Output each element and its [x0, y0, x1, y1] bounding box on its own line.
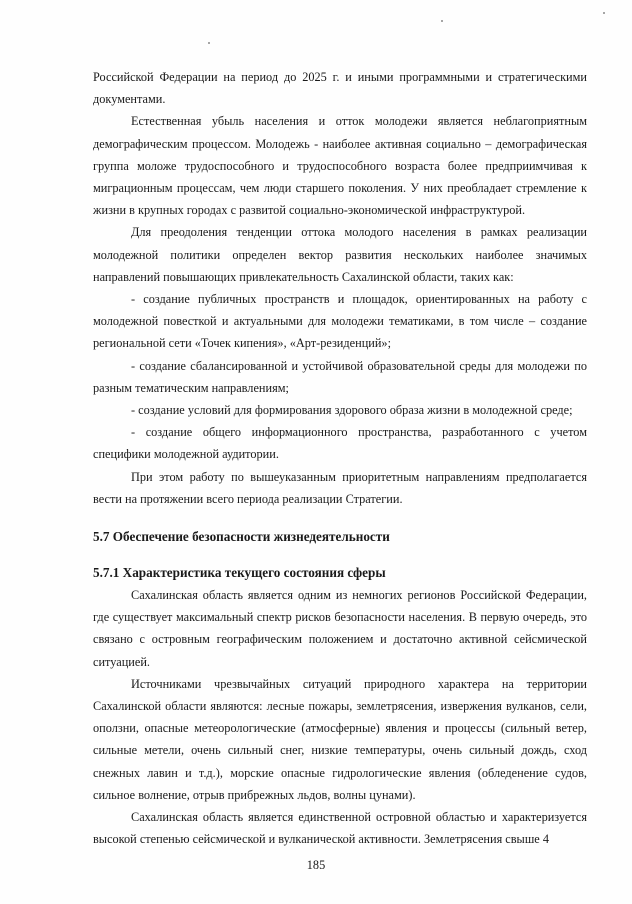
bullet-item: - создание общего информационного пространства, разработанного с учетом специфики молодежной аудитории.: [93, 425, 587, 462]
bullet-item: - создание публичных пространств и площадок, ориентированных на работу с молодежной повесткой и актуальными для молодежи тематиками, в том числе – создание региональной сети «Точек кипения», «Арт-резиденций»;: [93, 292, 587, 351]
intro-block: [93, 66, 587, 510]
paragraph: Источниками чрезвычайных ситуаций природного характера на территории Сахалинской области являются: лесные пожары, землетрясения, извержения вулканов, сели, оползни, опасные метеорологические (атмосферные) явления и процессы (сильный ветер, сильные метели, очень сильный снег, низкие температуры, очень сильный дождь, сход снежных лавин и т.д.), морские опасные гидрологические явления (обледенение судов, сильное волнение, отрыв прибрежных льдов, волны цунами).: [93, 676, 587, 802]
page-content: [93, 66, 587, 851]
scan-speck: [603, 12, 605, 14]
paragraph: Для преодоления тенденции оттока молодого населения в рамках реализации молодежной политики определен вектор развития нескольких наиболее значимых направлений повышающих привлекательность Сахалинской области, таких как:: [93, 225, 587, 284]
page-number: 185: [306, 858, 326, 872]
section-heading: 5.7 Обеспечение безопасности жизнедеятельности: [93, 529, 390, 545]
bullet-item: - создание сбалансированной и устойчивой образовательной среды для молодежи по разным тематическим направлениям;: [93, 358, 587, 395]
subsection-heading: 5.7.1 Характеристика текущего состояния сферы: [93, 565, 386, 581]
scan-speck: [441, 20, 443, 22]
paragraph: Естественная убыль населения и отток молодежи является неблагоприятным демографическим процессом. Молодежь - наиболее активная социально – демографическая группа моложе трудоспособного и трудоспособного возраста более предприимчивая к миграционным процессам, чем люди старшего поколения. У них преобладает стремление к жизни в крупных городах с развитой социально-экономической инфраструктурой.: [93, 114, 587, 218]
body-block: [93, 584, 587, 850]
paragraph: Сахалинская область является единственной островной областью и характеризуется высокой степенью сейсмической и вулканической активности. Землетрясения свыше 4: [93, 810, 587, 847]
paragraph: При этом работу по вышеуказанным приоритетным направлениям предполагается вести на протяжении всего периода реализации Стратегии.: [93, 469, 587, 506]
paragraph: Российской Федерации на период до 2025 г. и иными программными и стратегическими документами.: [93, 70, 587, 107]
scan-speck: [208, 42, 210, 44]
paragraph: Сахалинская область является одним из немногих регионов Российской Федерации, где существует максимальный спектр рисков безопасности населения. В первую очередь, это связано с островным географическим положением и достаточно активной сейсмической ситуацией.: [93, 588, 587, 669]
bullet-item: - создание условий для формирования здорового образа жизни в молодежной среде;: [131, 403, 573, 418]
